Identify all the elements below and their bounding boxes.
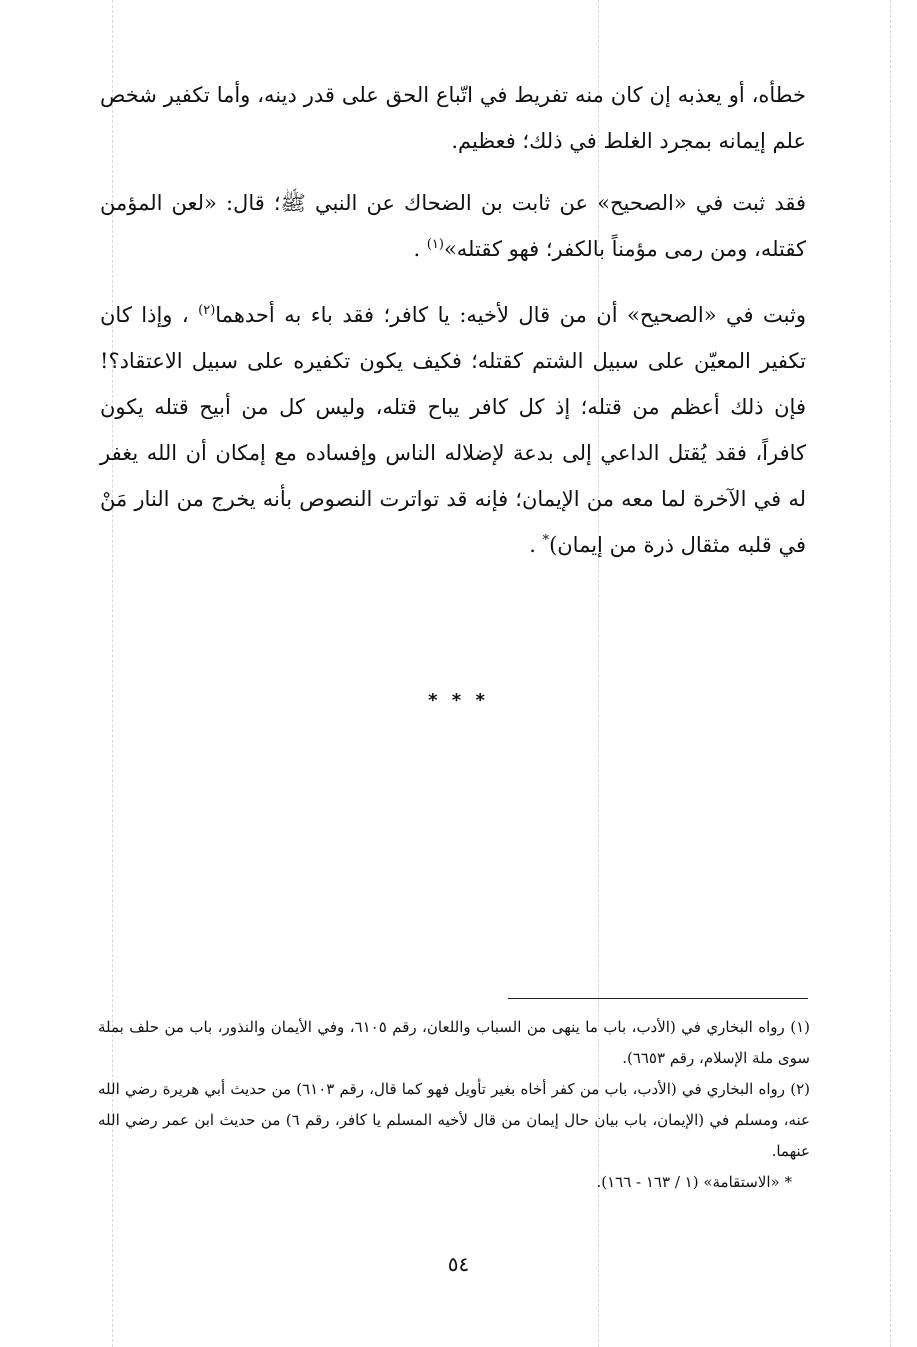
star-note-ref: *: [542, 533, 550, 548]
footnote-1: (١) رواه البخاري في (الأدب، باب ما ينهى من السباب واللعان، رقم ٦١٠٥، وفي الأيمان والنذور، باب من حلف بملة سوى ملة الإسلام، رقم ٦٦٥٣).: [98, 1018, 810, 1067]
scan-guide-line: [890, 0, 891, 1347]
paragraph-1: خطأه، أو يعذبه إن كان منه تفريط في اتّباع الحق على قدر دينه، وأما تكفير شخص علم إيمانه بمجرد الغلط في ذلك؛ فعظيم.: [100, 83, 806, 153]
paragraph-3: [100, 292, 806, 568]
footnote-source: * «الاستقامة» (١ / ١٦٣ - ١٦٦).: [596, 1173, 792, 1191]
footnote-divider: [508, 998, 808, 999]
paragraph-2-text: فقد ثبت في «الصحيح» عن ثابت بن الضحاك عن النبي ﷺ؛ قال: «لعن المؤمن كقتله، ومن رمى مؤمناً بالكفر؛ فهو كقتله»: [100, 191, 806, 261]
paragraph-3-end: .: [529, 533, 543, 557]
paragraph-3-text-b: ، وإذا كان تكفير المعيّن على سبيل الشتم كقتله؛ فكيف يكون تكفيره على سبيل الاعتقاد؟! فإن ذلك أعظم من قتله؛ إذ كل كافر يباح قتله، وليس كل من أبيح قتله يكون كافراً، فقد يُقتل الداعي إلى بدعة لإضلاله الناس وإفساده مع إمكان أن الله يغفر له في الآخرة لما معه من الإيمان؛ فإنه قد تواترت النصوص بأنه يخرج من النار مَنْ في قلبه مثقال ذرة من إيمان): [100, 303, 806, 557]
section-separator: * * *: [428, 690, 489, 711]
paragraph-3-text-a: وثبت في «الصحيح» أن من قال لأخيه: يا كافر؛ فقد باء به أحدهما: [215, 303, 806, 327]
paragraph-2: [100, 180, 806, 272]
footnote-ref-2: (٢): [198, 303, 216, 318]
footnote-2: (٢) رواه البخاري في (الأدب، باب من كفر أخاه بغير تأويل فهو كما قال، رقم ٦١٠٣) من حديث أبي هريرة رضي الله عنه، ومسلم في (الإيمان، باب بيان حال إيمان من قال لأخيه المسلم يا كافر، رقم ٦) من حديث ابن عمر رضي الله عنهما.: [98, 1080, 810, 1160]
footnotes: [98, 1012, 810, 1198]
paragraph-2-end: .: [413, 237, 427, 261]
page-number: ٥٤: [447, 1252, 470, 1276]
footnote-ref-1: (١): [426, 237, 444, 252]
